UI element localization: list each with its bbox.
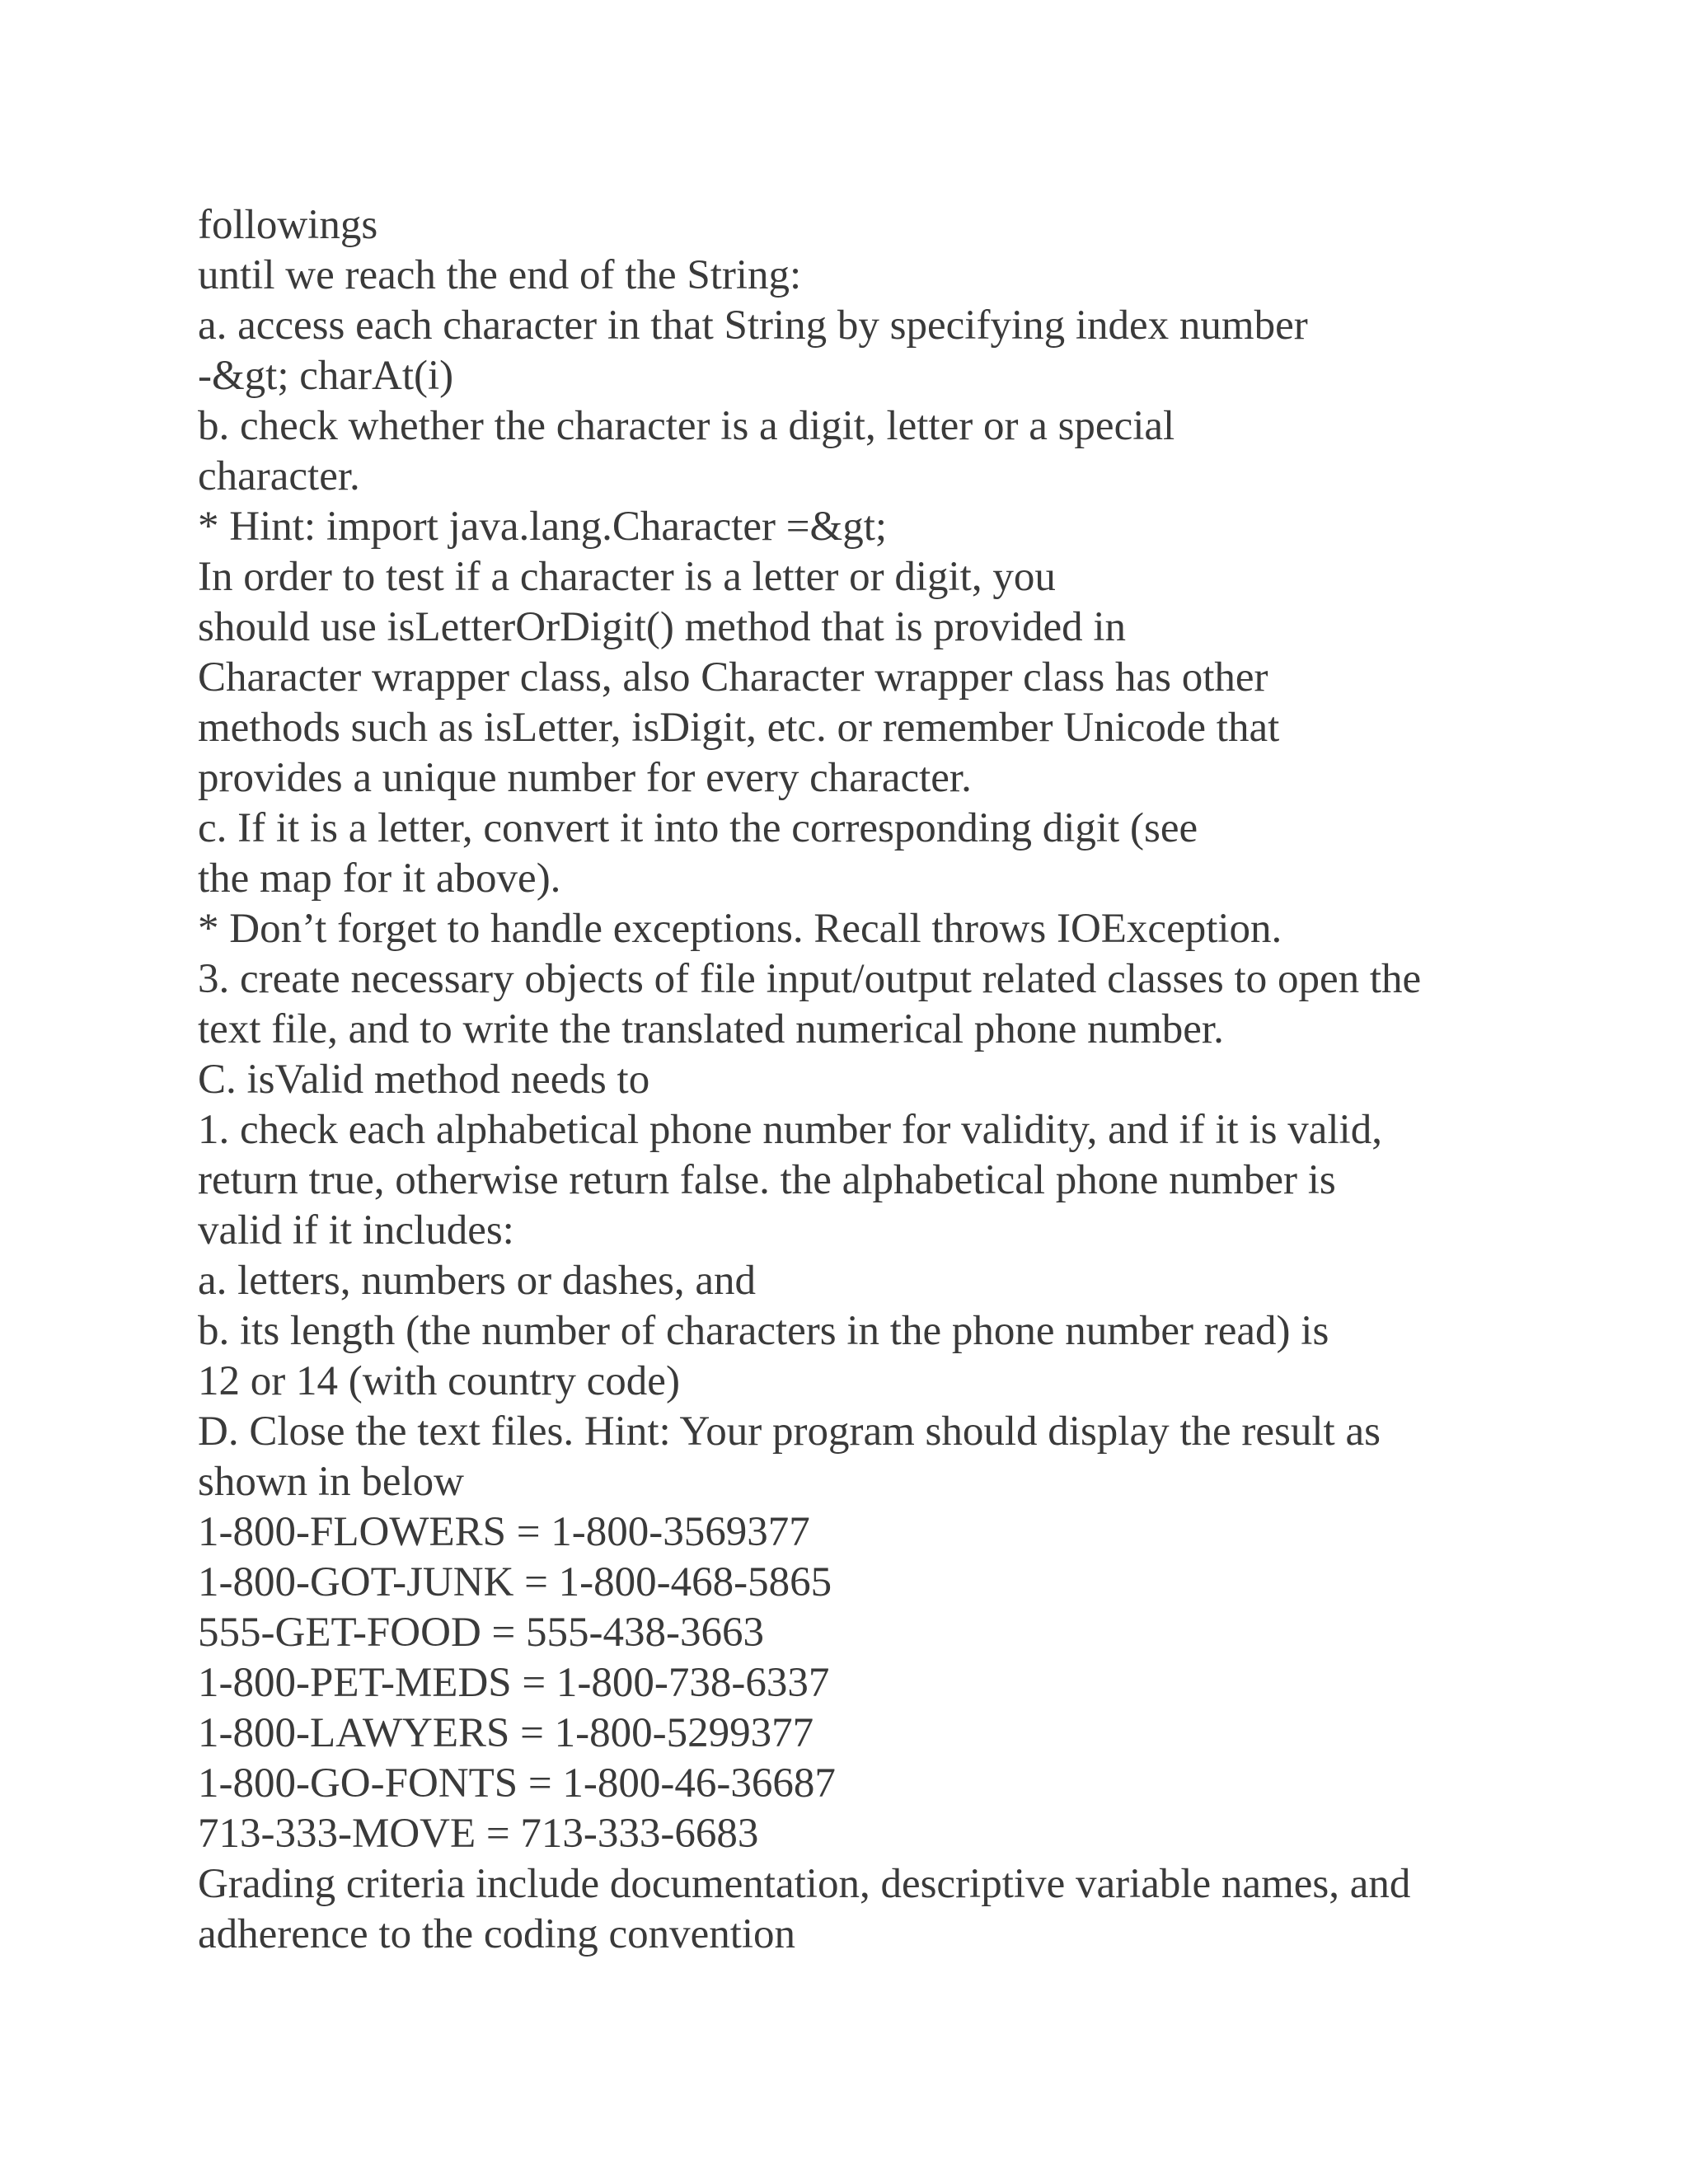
example-line: 1-800-GOT-JUNK = 1-800-468-5865 [198,1559,832,1605]
example-line: 713-333-MOVE = 713-333-6683 [198,1811,759,1857]
text-line: -&gt; charAt(i) [198,353,454,399]
text-line: D. Close the text files. Hint: Your program should display the result as [198,1408,1381,1455]
example-line: 1-800-PET-MEDS = 1-800-738-6337 [198,1660,830,1706]
document-body [198,200,1517,1960]
text-line: character. [198,453,360,499]
text-line: In order to test if a character is a letter or digit, you [198,554,1056,600]
text-line: should use isLetterOrDigit() method that is provided in [198,604,1127,650]
text-line: methods such as isLetter, isDigit, etc. or remember Unicode that [198,705,1280,751]
text-line: text file, and to write the translated numerical phone number. [198,1006,1224,1052]
example-line: 1-800-FLOWERS = 1-800-3569377 [198,1509,810,1555]
text-line: a. access each character in that String by specifying index number [198,302,1308,349]
text-line: until we reach the end of the String: [198,252,802,298]
text-line: followings [198,202,378,248]
example-line: 1-800-GO-FONTS = 1-800-46-36687 [198,1760,836,1807]
text-line: 1. check each alphabetical phone number for validity, and if it is valid, [198,1107,1382,1153]
text-line: return true, otherwise return false. the alphabetical phone number is [198,1157,1336,1203]
text-line: b. check whether the character is a digit, letter or a special [198,403,1175,449]
text-line: * Hint: import java.lang.Character =&gt; [198,504,888,550]
text-line: shown in below [198,1459,464,1505]
text-line: adherence to the coding convention [198,1911,796,1957]
text-line: provides a unique number for every character. [198,755,972,801]
text-line: 12 or 14 (with country code) [198,1358,680,1404]
text-line: Character wrapper class, also Character wrapper class has other [198,654,1268,701]
text-line: * Don’t forget to handle exceptions. Recall throws IOException. [198,906,1282,952]
text-line: 3. create necessary objects of file input/output related classes to open the [198,956,1422,1002]
example-line: 555-GET-FOOD = 555-438-3663 [198,1610,765,1656]
text-line: a. letters, numbers or dashes, and [198,1258,756,1304]
text-line: the map for it above). [198,855,561,902]
text-line: Grading criteria include documentation, descriptive variable names, and [198,1861,1411,1907]
text-line: c. If it is a letter, convert it into the corresponding digit (see [198,805,1198,851]
example-line: 1-800-LAWYERS = 1-800-5299377 [198,1710,814,1756]
text-line: valid if it includes: [198,1207,514,1254]
text-line: b. its length (the number of characters in the phone number read) is [198,1308,1329,1354]
text-line: C. isValid method needs to [198,1057,650,1103]
